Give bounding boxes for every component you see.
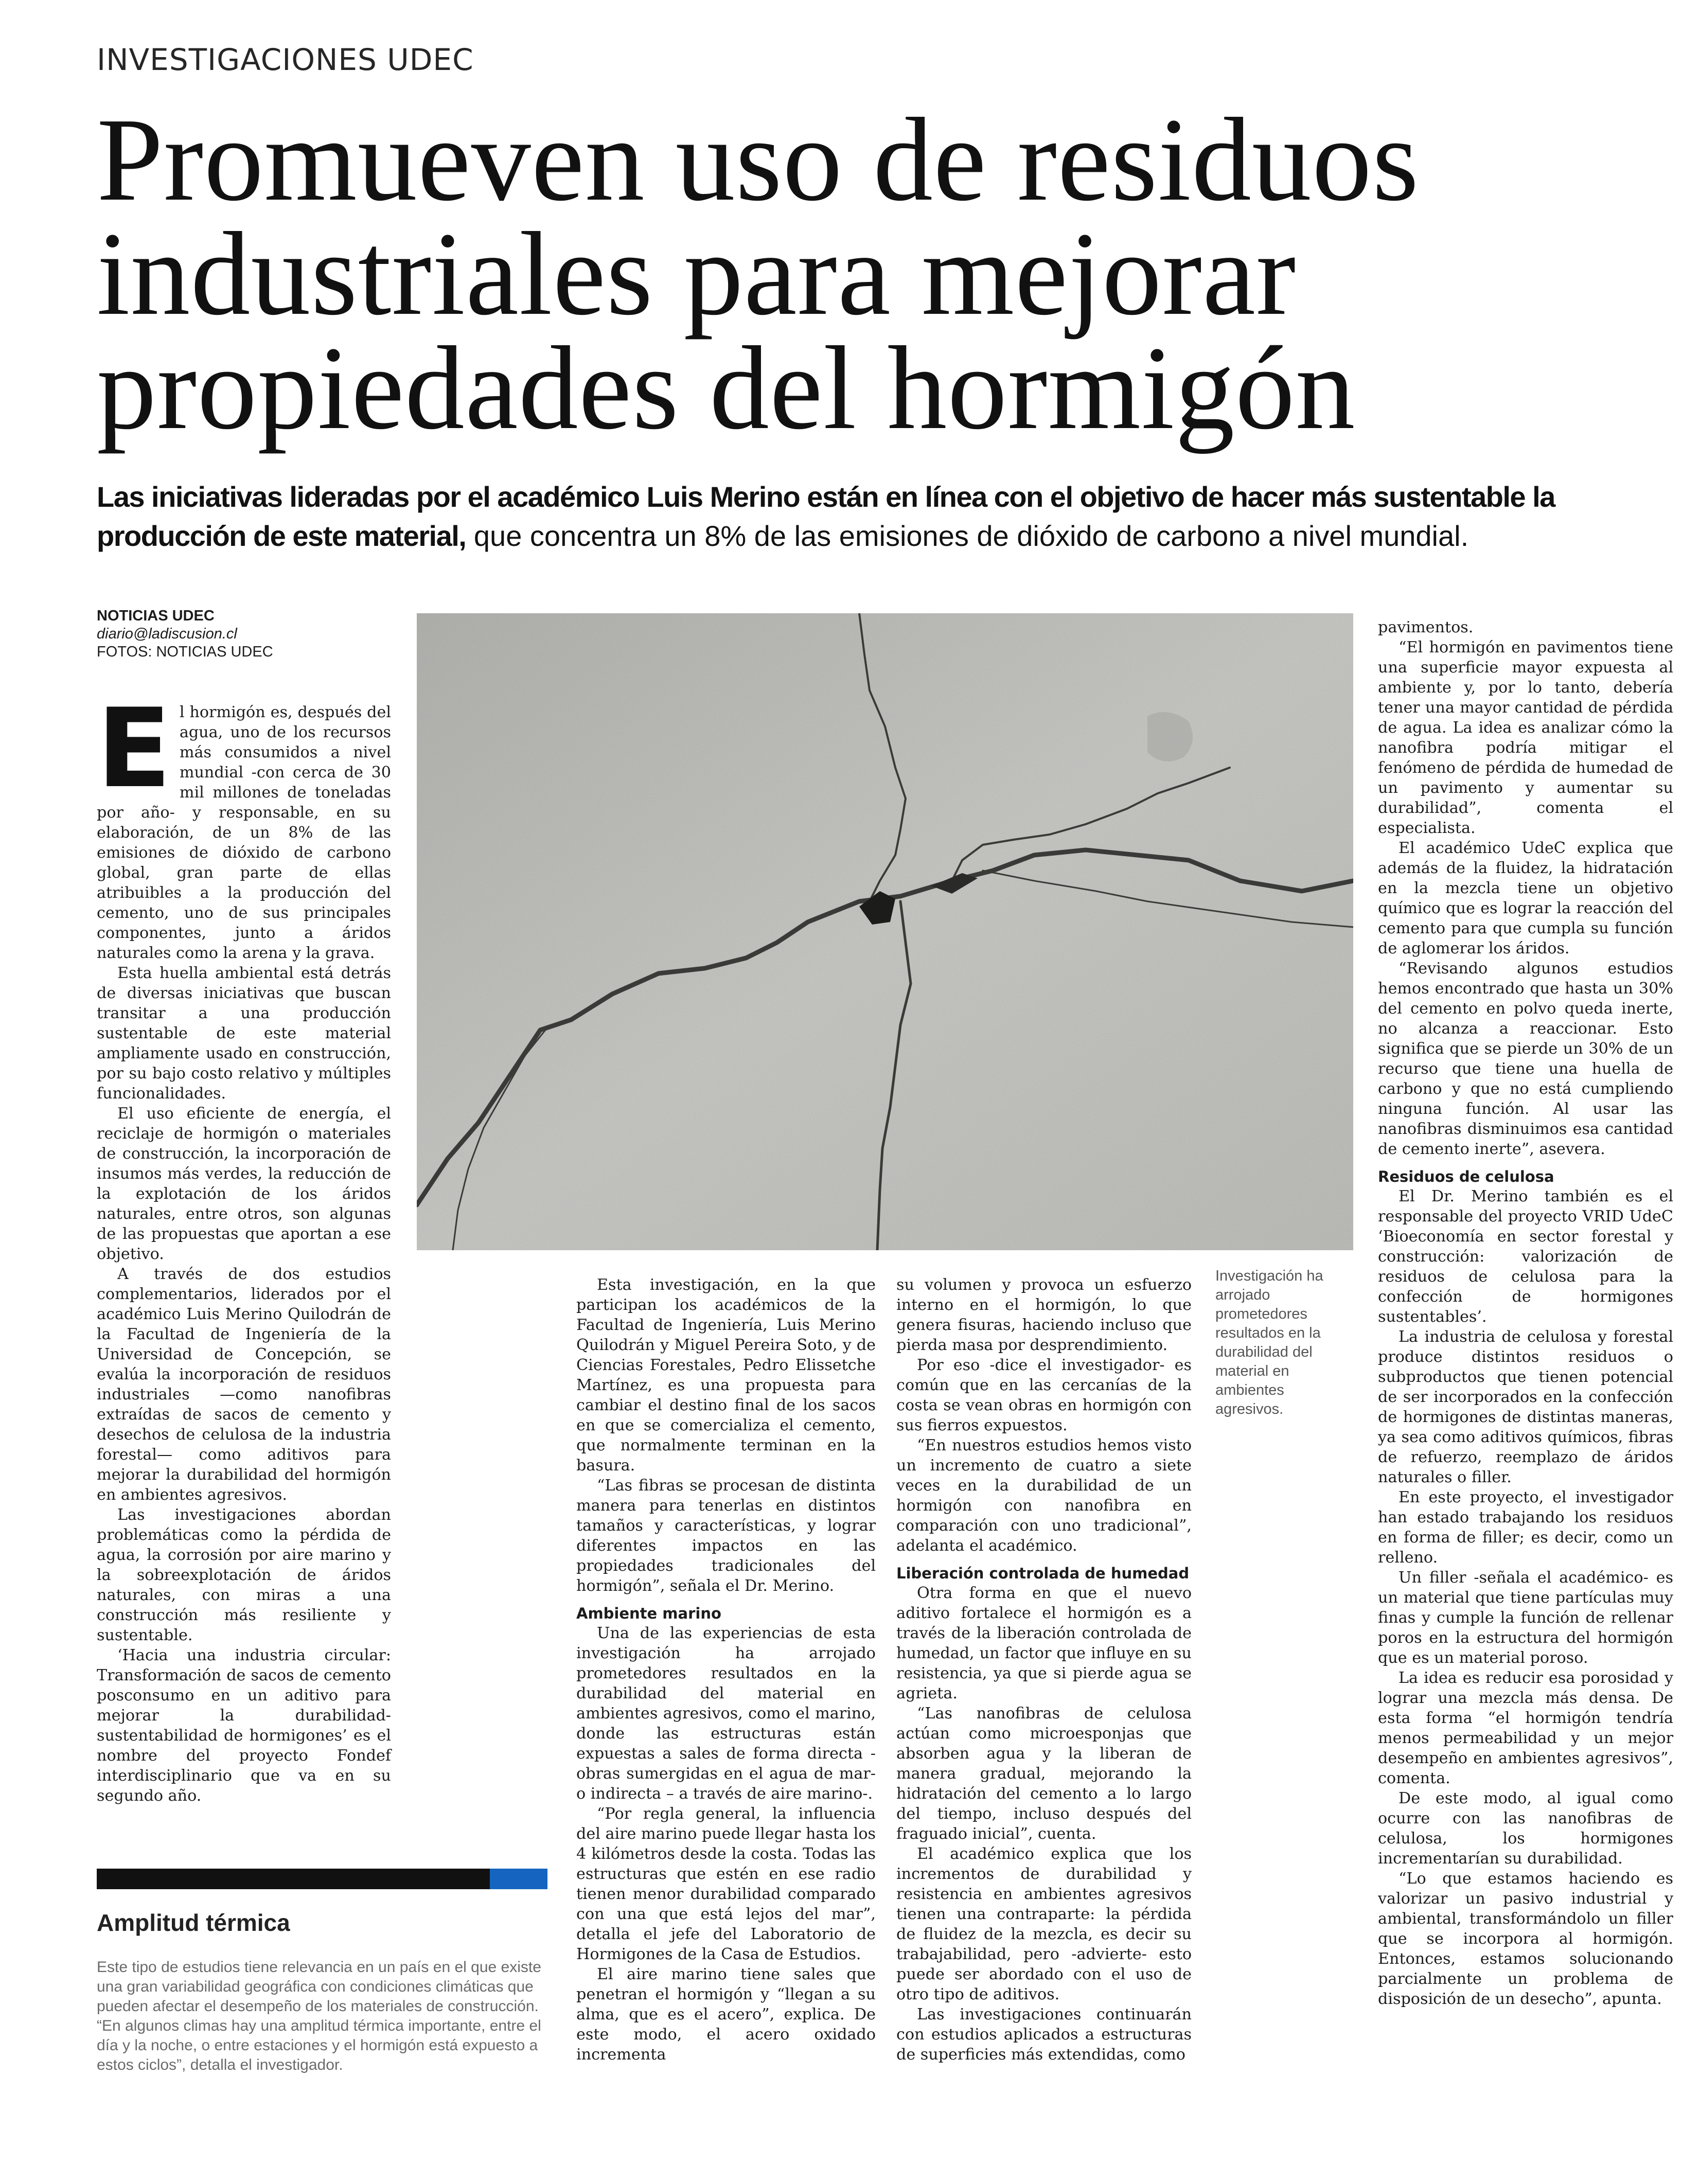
paragraph: El académico explica que los incrementos de durabilidad y resistencia en ambientes agresivos tienen una contraparte: la pérdida de fluidez de la mezcla, es decir su trabajabilidad, pero -advierte- esto puede ser abordado con el uso de otro tipo de aditivos. <box>896 1845 1192 2003</box>
box-paragraph: “En algunos climas hay una amplitud térmica importante, entre el día y la noche, o entre estaciones y el hormigón está expuesto a estos ciclos”, detalla el investigador. <box>97 2017 541 2073</box>
paragraph: “Revisando algunos estudios hemos encontrado que hasta un 30% del cemento en polvo queda inerte, no alcanza a reaccionar. Esto significa que se pierde un 30% de un recurso que tiene una huella de carbono y que no está cumpliendo ninguna función. Al usar las nanofibras disminuimos esa cantidad de cemento inerte”, asevera. <box>1378 960 1673 1158</box>
deck-regular: que concentra un 8% de las emisiones de dióxido de carbono a nivel mundial. <box>473 520 1469 552</box>
paragraph: La industria de celulosa y forestal produce distintos residuos o subproductos que tienen potencial de ser incorporados en la confección de hormigones de distintas maneras, ya sea como aditivos químicos, fibras de refuerzo, reemplazo de áridos naturales o filler. <box>1378 1328 1673 1486</box>
headline <box>97 94 1615 454</box>
paragraph: “Lo que estamos haciendo es valorizar un pasivo industrial y ambiental, transformándolo un filler que se incorpora al hormigón. Entonces, estamos solucionando parcialmente un problema de disposición de un desecho”, apunta. <box>1378 1870 1673 2008</box>
box-title: Amplitud térmica <box>97 1909 290 1936</box>
paragraph: Una de las experiencias de esta investigación ha arrojado prometedores resultados en la durabilidad del material en ambientes agresivos, como el marino, donde las estructuras están expuestas a sales de forma directa -obras sumergidas en el agua de mar- o indirecta – a través de aire marino-. <box>576 1624 876 1803</box>
paragraph: “Por regla general, la influencia del aire marino puede llegar hasta los 4 kilómetros desde la costa. Todas las estructuras que estén en ese radio tienen menor durabilidad comparado con una que está lejos del mar”, detalla el jefe del Laboratorio de Hormigones de la Casa de Estudios. <box>576 1805 876 1963</box>
deck-bold: Las iniciativas lideradas por el académico Luis Merino están en línea con el objetivo de hacer más sustentable la producción de este material, <box>97 481 1555 552</box>
paragraph: “Las fibras se procesan de distinta manera para tenerlas en distintos tamaños y características, y lograr diferentes impactos en las propiedades tradicionales del hormigón”, señala el Dr. Merino. <box>576 1477 876 1595</box>
deck <box>97 477 1615 556</box>
paragraph-text: l hormigón es, después del agua, uno de los recursos más consumidos a nivel mundial -con cerca de 30 mil millones de toneladas por año- y responsable, en su elaboración, de un 8% de las emisiones de dióxido de carbono global, gran parte de ellas atribuibles a la producción del cemento, uno de sus principales componentes, junto a áridos naturales como la arena y la grava. <box>97 703 391 962</box>
paragraph: Las investigaciones abordan problemáticas como la pérdida de agua, la corrosión por aire marino y la sobreexplotación de áridos naturales, con miras a una construcción más resiliente y sustentable. <box>97 1506 391 1644</box>
paragraph: Esta investigación, en la que participan los académicos de la Facultad de Ingeniería, Luis Merino Quilodrán y Miguel Pereira Soto, y de Ciencias Forestales, Pedro Elissetche Martínez, es una propuesta para cambiar el destino final de los sacos en que se comercializa el cemento, que normalmente terminan en la basura. <box>576 1276 876 1475</box>
paragraph: pavimentos. <box>1378 618 1474 636</box>
dropcap: E <box>97 685 171 812</box>
paragraph: ‘Hacia una industria circular: Transformación de sacos de cemento posconsumo en un aditivo para mejorar la durabilidad-sustentabilidad de hormigones’ es el nombre del proyecto Fondef interdisciplinario que va en su segundo año. <box>97 1646 391 1805</box>
paragraph: A través de dos estudios complementarios, liderados por el académico Luis Merino Quilodrán de la Facultad de Ingeniería de la Universidad de Concepción, se evalúa la incorporación de residuos industriales —como nanofibras extraídas de sacos de cemento y desechos de celulosa de la industria forestal— como aditivos para mejorar la durabilidad del hormigón en ambientes agresivos. <box>97 1265 391 1504</box>
column-2 <box>576 1275 876 2065</box>
paragraph: Las investigaciones continuarán con estudios aplicados a estructuras de superficies más extendidas, como <box>896 2005 1192 2064</box>
paragraph: El Dr. Merino también es el responsable del proyecto VRID UdeC ‘Bioeconomía en sector forestal y construcción: valorización de residuos de celulosa para la confección de hormigones sustentables’. <box>1378 1187 1673 1326</box>
box-text <box>97 1958 547 2075</box>
paragraph <box>97 685 391 963</box>
byline-email: diario@ladiscusion.cl <box>97 626 237 642</box>
paragraph: Otra forma en que el nuevo aditivo fortalece el hormigón es a través de la liberación controlada de humedad, un factor que influye en su resistencia, ya que si pierde agua se agrieta. <box>896 1584 1192 1702</box>
column-1 <box>97 685 391 1806</box>
paragraph: El uso eficiente de energía, el reciclaje de hormigón o materiales de construcción, la incorporación de insumos más verdes, la reducción de la explotación de los áridos naturales, entre otros, son algunas de las propuestas que aportan a ese objetivo. <box>97 1105 391 1263</box>
subhead-residuos-celulosa: Residuos de celulosa <box>1378 1168 1554 1185</box>
headline-line-1: Promueven uso de residuos <box>97 94 1420 226</box>
paragraph: su volumen y provoca un esfuerzo interno en el hormigón, lo que genera fisuras, haciendo incluso que pierda masa por desprendimiento. <box>896 1276 1192 1354</box>
paragraph: “Las nanofibras de celulosa actúan como microesponjas que absorben agua y la liberan de manera gradual, mejorando la hidratación del cemento a lo largo del tiempo, incluso después del fraguado inicial”, cuenta. <box>896 1704 1192 1843</box>
paragraph: La idea es reducir esa porosidad y lograr una mezcla más densa. De esta forma “el hormigón tendría menos permeabilidad y un mejor desempeño en ambientes agresivos”, comenta. <box>1378 1669 1673 1787</box>
paragraph: En este proyecto, el investigador han estado trabajando los residuos en forma de filler; es decir, como un relleno. <box>1378 1488 1673 1567</box>
column-3 <box>896 1275 1192 2065</box>
box-header-bar <box>97 1869 547 1889</box>
paragraph: El académico UdeC explica que además de la fluidez, la hidratación en la mezcla tiene un objetivo químico que es lograr la reacción del cemento para que cumpla su función de aglomerar los áridos. <box>1378 839 1673 957</box>
paragraph: Por eso -dice el investigador- es común que en las cercanías de la costa se vean obras en hormigón con sus fierros expuestos. <box>896 1356 1192 1434</box>
byline-photos: FOTOS: NOTICIAS UDEC <box>97 644 273 660</box>
subhead-liberacion-controlada: Liberación controlada de humedad <box>896 1565 1190 1582</box>
paragraph: De este modo, al igual como ocurre con las nanofibras de celulosa, los hormigones incrementarían su durabilidad. <box>1378 1789 1673 1868</box>
column-4 <box>1378 617 1673 2009</box>
headline-line-2: industriales para mejorar <box>97 208 1297 340</box>
box-accent-bar <box>490 1869 547 1889</box>
photo-caption: Investigación ha arrojado prometedores resultados en la durabilidad del material en ambientes agresivos. <box>1215 1268 1323 1417</box>
byline-agency: NOTICIAS UDEC <box>97 608 215 624</box>
section-tag: INVESTIGACIONES UDEC <box>97 42 474 77</box>
paragraph: “El hormigón en pavimentos tiene una superficie mayor expuesta al ambiente y, por lo tanto, debería tener una mayor cantidad de pérdida de agua. La idea es analizar cómo la nanofibra podría mitigar el fenómeno de pérdida de humedad de un pavimento y aumentar su durabilidad”, comenta el especialista. <box>1378 638 1673 837</box>
paragraph: Un filler -señala el académico- es un material que tiene partículas muy finas y cumple la función de rellenar poros en la estructura del hormigón que es un material poroso. <box>1378 1569 1673 1667</box>
headline-line-3: propiedades del hormigón <box>97 322 1356 454</box>
cracked-concrete-photo <box>417 613 1353 1250</box>
subhead-ambiente-marino: Ambiente marino <box>576 1605 721 1622</box>
paragraph: Esta huella ambiental está detrás de diversas iniciativas que buscan transitar a una producción sustentable de este material ampliamente usado en construcción, por su bajo costo relativo y múltiples funcionalidades. <box>97 964 391 1103</box>
byline <box>97 607 385 661</box>
paragraph: El aire marino tiene sales que penetran el hormigón y “llegan a su alma, que es el acero”, explica. De este modo, el acero oxidado incrementa <box>576 1965 876 2064</box>
paragraph: “En nuestros estudios hemos visto un incremento de cuatro a siete veces en la durabilidad de un hormigón con nanofibra en comparación con uno tradicional”, adelanta el académico. <box>896 1436 1192 1555</box>
box-paragraph: Este tipo de estudios tiene relevancia en un país en el que existe una gran variabilidad geográfica con condiciones climáticas que pueden afectar el desempeño de los materiales de construcción. <box>97 1959 541 2015</box>
